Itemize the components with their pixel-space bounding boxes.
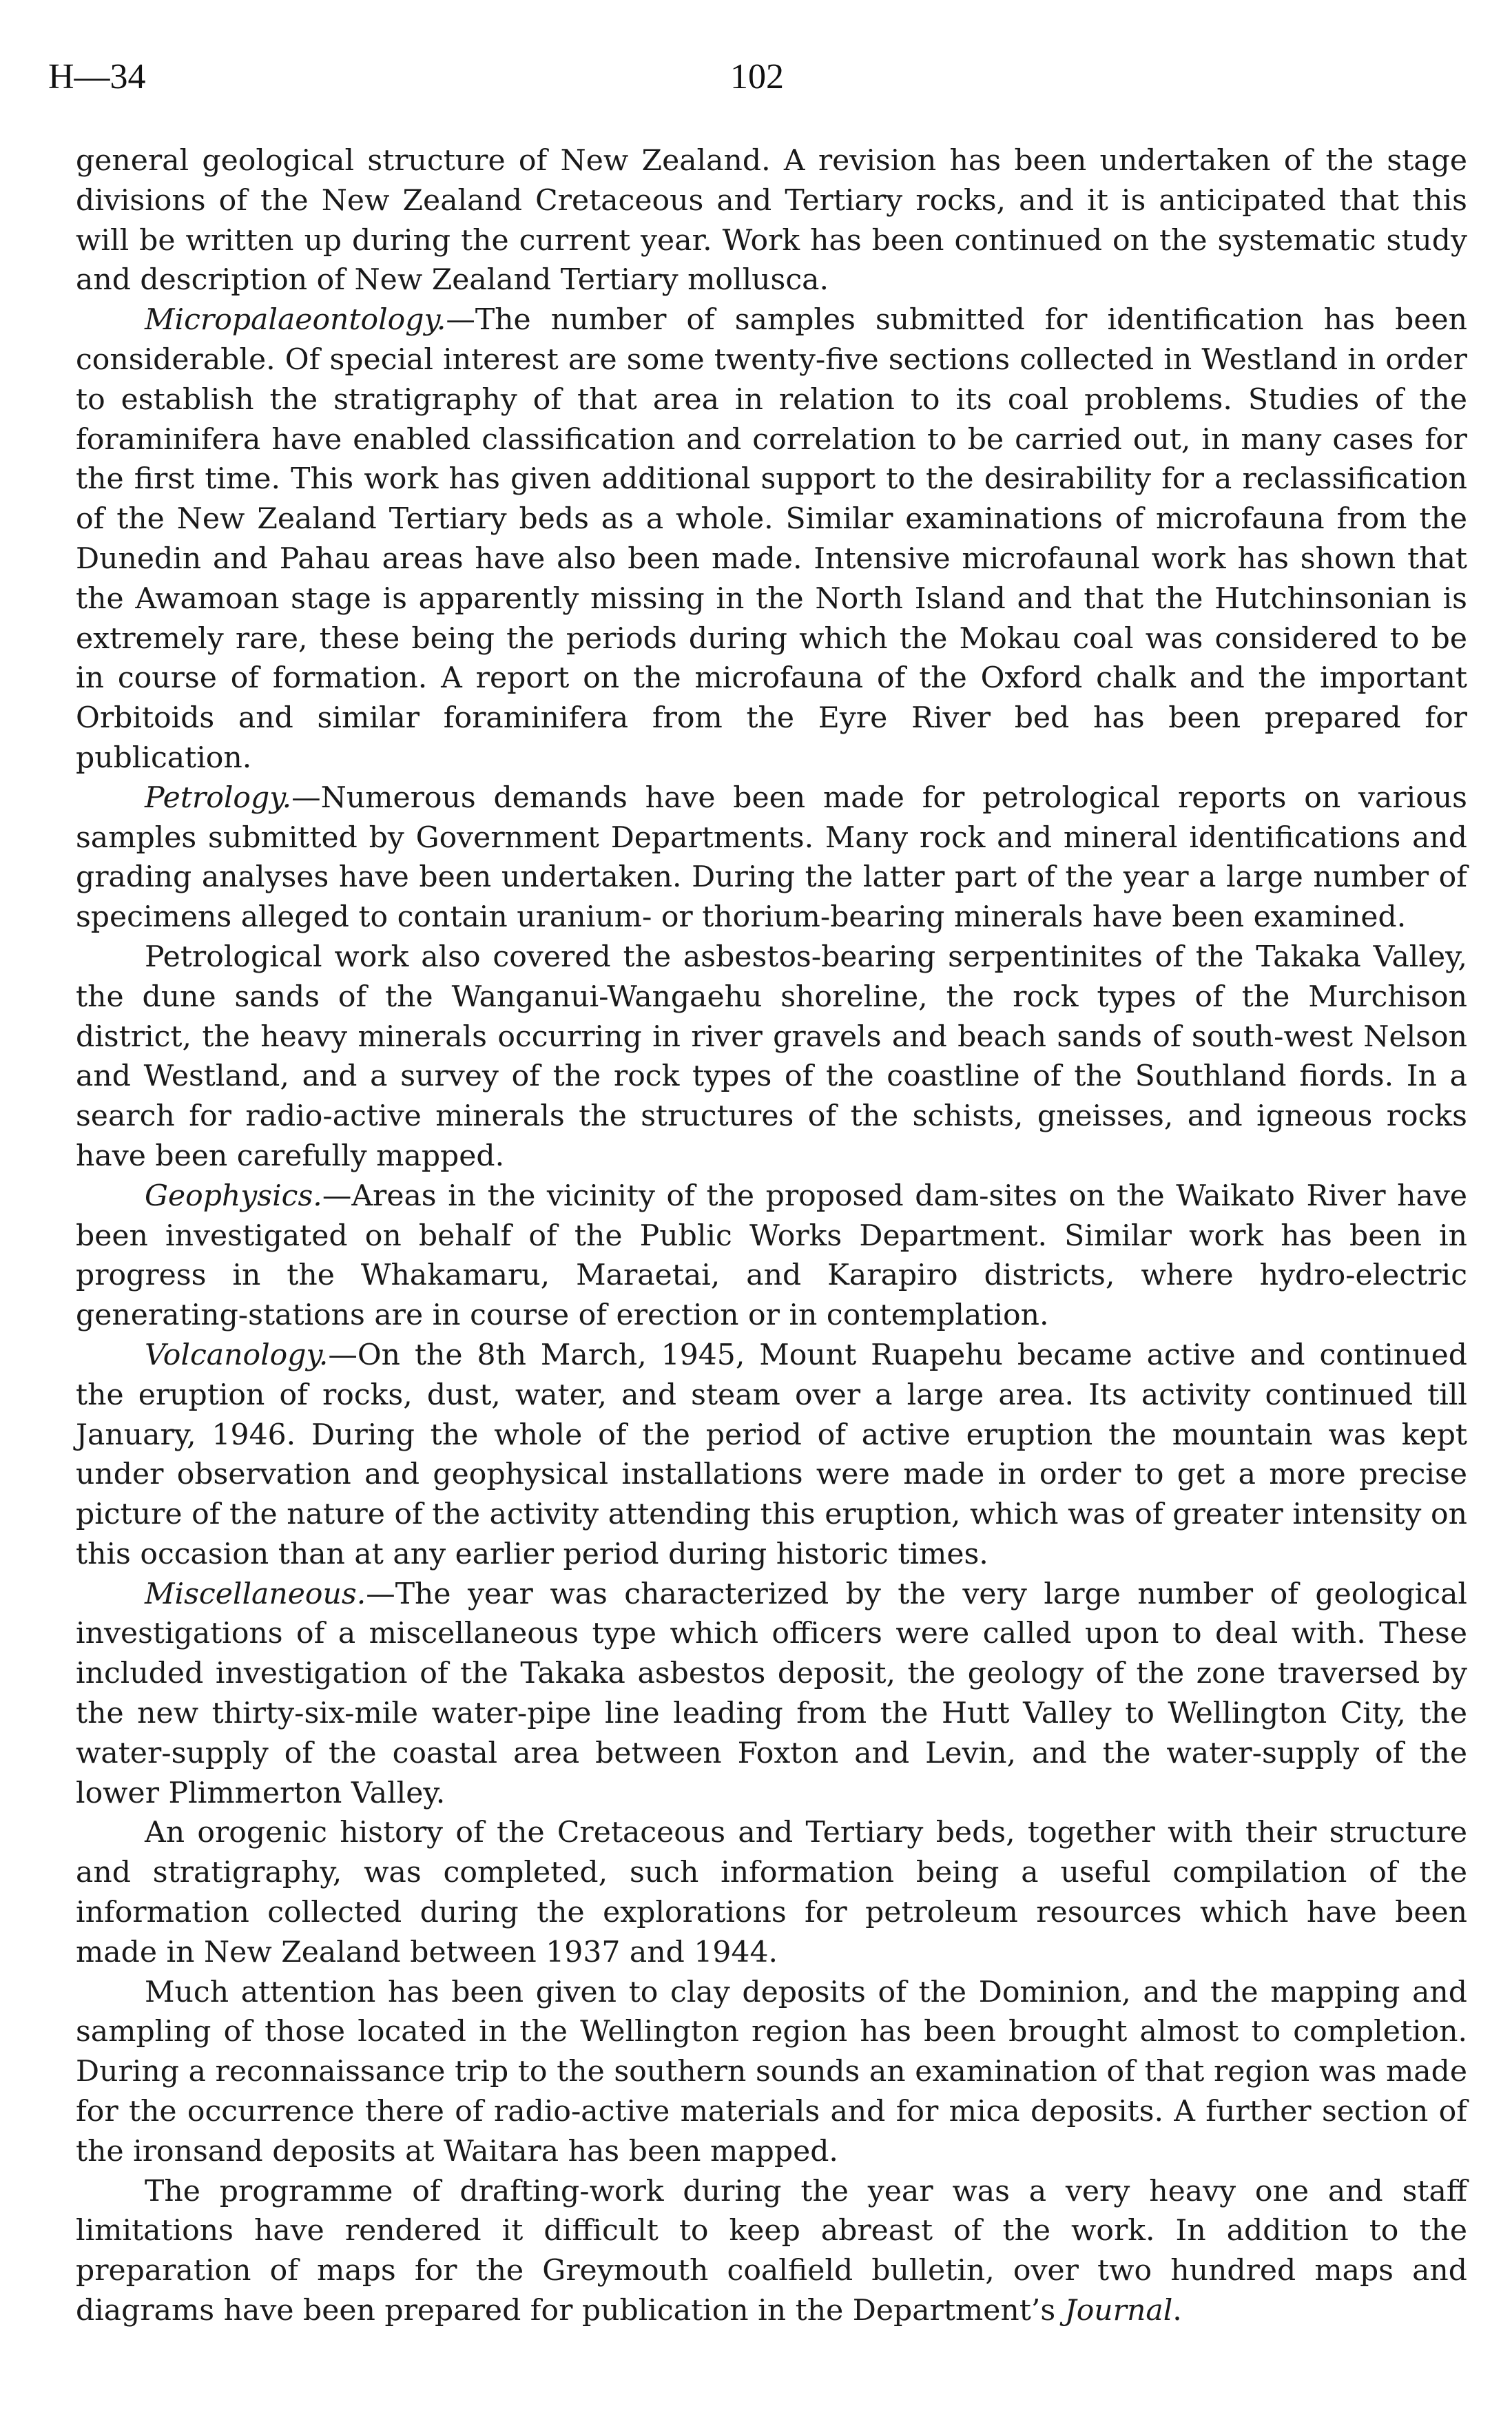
paragraph-text: An orogenic history of the Cretaceous and Tertiary beds, together with their structure and stratigraphy, was completed, such information being a useful compilation of the information collected during the explorations for petroleum resources which have been made in New Zealand between 1937 and 1944. <box>76 1816 1467 1969</box>
section-heading: Geophysics. <box>145 1179 322 1213</box>
paragraph-intro-continuation <box>76 141 1467 300</box>
paragraph-text: —On the 8th March, 1945, Mount Ruapehu became active and continued the eruption of rocks, dust, water, and steam over a large area. Its activity continued till January, 1946. During the whole of the period of active eruption the mountain was kept under observation and geophysical installations were made in order to get a more precise picture of the nature of the activity attending this eruption, which was of greater intensity on this occasion than at any earlier period during historic times. <box>76 1338 1467 1571</box>
page-number: 102 <box>730 57 784 96</box>
paragraph-geophysics <box>76 1177 1467 1336</box>
paragraph-drafting-work <box>76 2172 1467 2331</box>
body-text <box>76 141 1467 2331</box>
paragraph-text: Petrological work also covered the asbestos-bearing serpentinites of the Takaka Valley, the dune sands of the Wanganui-Wangaehu shoreline, the rock types of the Murchison district, the heavy minerals occurring in river gravels and beach sands of south-west Nelson and Westland, and a survey of the rock types of the coastline of the Southland fiords. In a search for radio-active minerals the structures of the schists, gneisses, and igneous rocks have been carefully mapped. <box>76 940 1467 1173</box>
paragraph-text: —Numerous demands have been made for petrological reports on various samples submitted by Government Departments. Many rock and mineral identifications and grading analyses have been undertaken. During the latter part of the year a large number of specimens alleged to contain uranium- or thorium-bearing minerals have been examined. <box>76 780 1467 935</box>
section-heading: Miscellaneous. <box>145 1577 366 1611</box>
section-heading: Volcanology. <box>145 1338 329 1372</box>
paragraph-text: The programme of drafting-work during the year was a very heavy one and staff limitations have rendered it difficult to keep abreast of the work. In addition to the preparation of maps for the Greymouth coalfield bulletin, over two hundred maps and diagrams have been prepared for publication in the Department’s <box>76 2174 1467 2328</box>
paragraph-text: —The year was characterized by the very large number of geological investigations of a miscellaneous type which officers were called upon to deal with. These included investigation of the Takaka asbestos deposit, the geology of the zone traversed by the new thirty-six-mile water-pipe line leading from the Hutt Valley to Wellington City, the water-supply of the coastal area between Foxton and Levin, and the water-supply of the lower Plimmerton Valley. <box>76 1577 1467 1810</box>
paragraph-text: —Areas in the vicinity of the proposed dam-sites on the Waikato River have been investigated on behalf of the Public Works Department. Similar work has been in progress in the Whakamaru, Maraetai, and Karapiro districts, where hydro-electric generating-stations are in course of erection or in contemplation. <box>76 1179 1467 1333</box>
report-code: H—34 <box>48 57 146 96</box>
paragraph-text: Much attention has been given to clay deposits of the Dominion, and the mapping and sampling of those located in the Wellington region has been brought almost to completion. During a reconnaissance trip to the southern sounds an examination of that region was made for the occurrence there of radio-active materials and for mica deposits. A further section of the ironsand deposits at Waitara has been mapped. <box>76 1975 1467 2168</box>
paragraph-petrology-continued <box>76 937 1467 1177</box>
paragraph-end: . <box>1172 2294 1182 2328</box>
page-header <box>0 56 1512 98</box>
journal-title: Journal <box>1064 2294 1173 2328</box>
paragraph-volcanology <box>76 1336 1467 1575</box>
section-heading: Micropalaeontology. <box>145 303 446 338</box>
paragraph-clay-deposits <box>76 1973 1467 2172</box>
paragraph-petrology <box>76 778 1467 937</box>
section-heading: Petrology. <box>145 780 292 815</box>
paragraph-text: —The number of samples submitted for identification has been considerable. Of special interest are some twenty-five sections collected in Westland in order to establish the stratigraphy of that area in relation to its coal problems. Studies of the foraminifera have enabled classification and correlation to be carried out, in many cases for the first time. This work has given additional support to the desirability for a reclassification of the New Zealand Tertiary beds as a whole. Similar examinations of microfauna from the Dunedin and Pahau areas have also been made. Intensive microfaunal work has shown that the Awamoan stage is apparently missing in the North Island and that the Hutchinsonian is extremely rare, these being the periods during which the Mokau coal was considered to be in course of formation. A report on the microfauna of the Oxford chalk and the important Orbitoids and similar foraminifera from the Eyre River bed has been prepared for publication. <box>76 303 1467 775</box>
paragraph-orogenic-history <box>76 1813 1467 1972</box>
paragraph-micropalaeontology <box>76 300 1467 778</box>
paragraph-miscellaneous <box>76 1575 1467 1814</box>
paragraph-text: general geological structure of New Zealand. A revision has been undertaken of the stage divisions of the New Zealand Cretaceous and Tertiary rocks, and it is anticipated that this will be written up during the current year. Work has been continued on the systematic study and description of New Zealand Tertiary mollusca. <box>76 144 1467 298</box>
